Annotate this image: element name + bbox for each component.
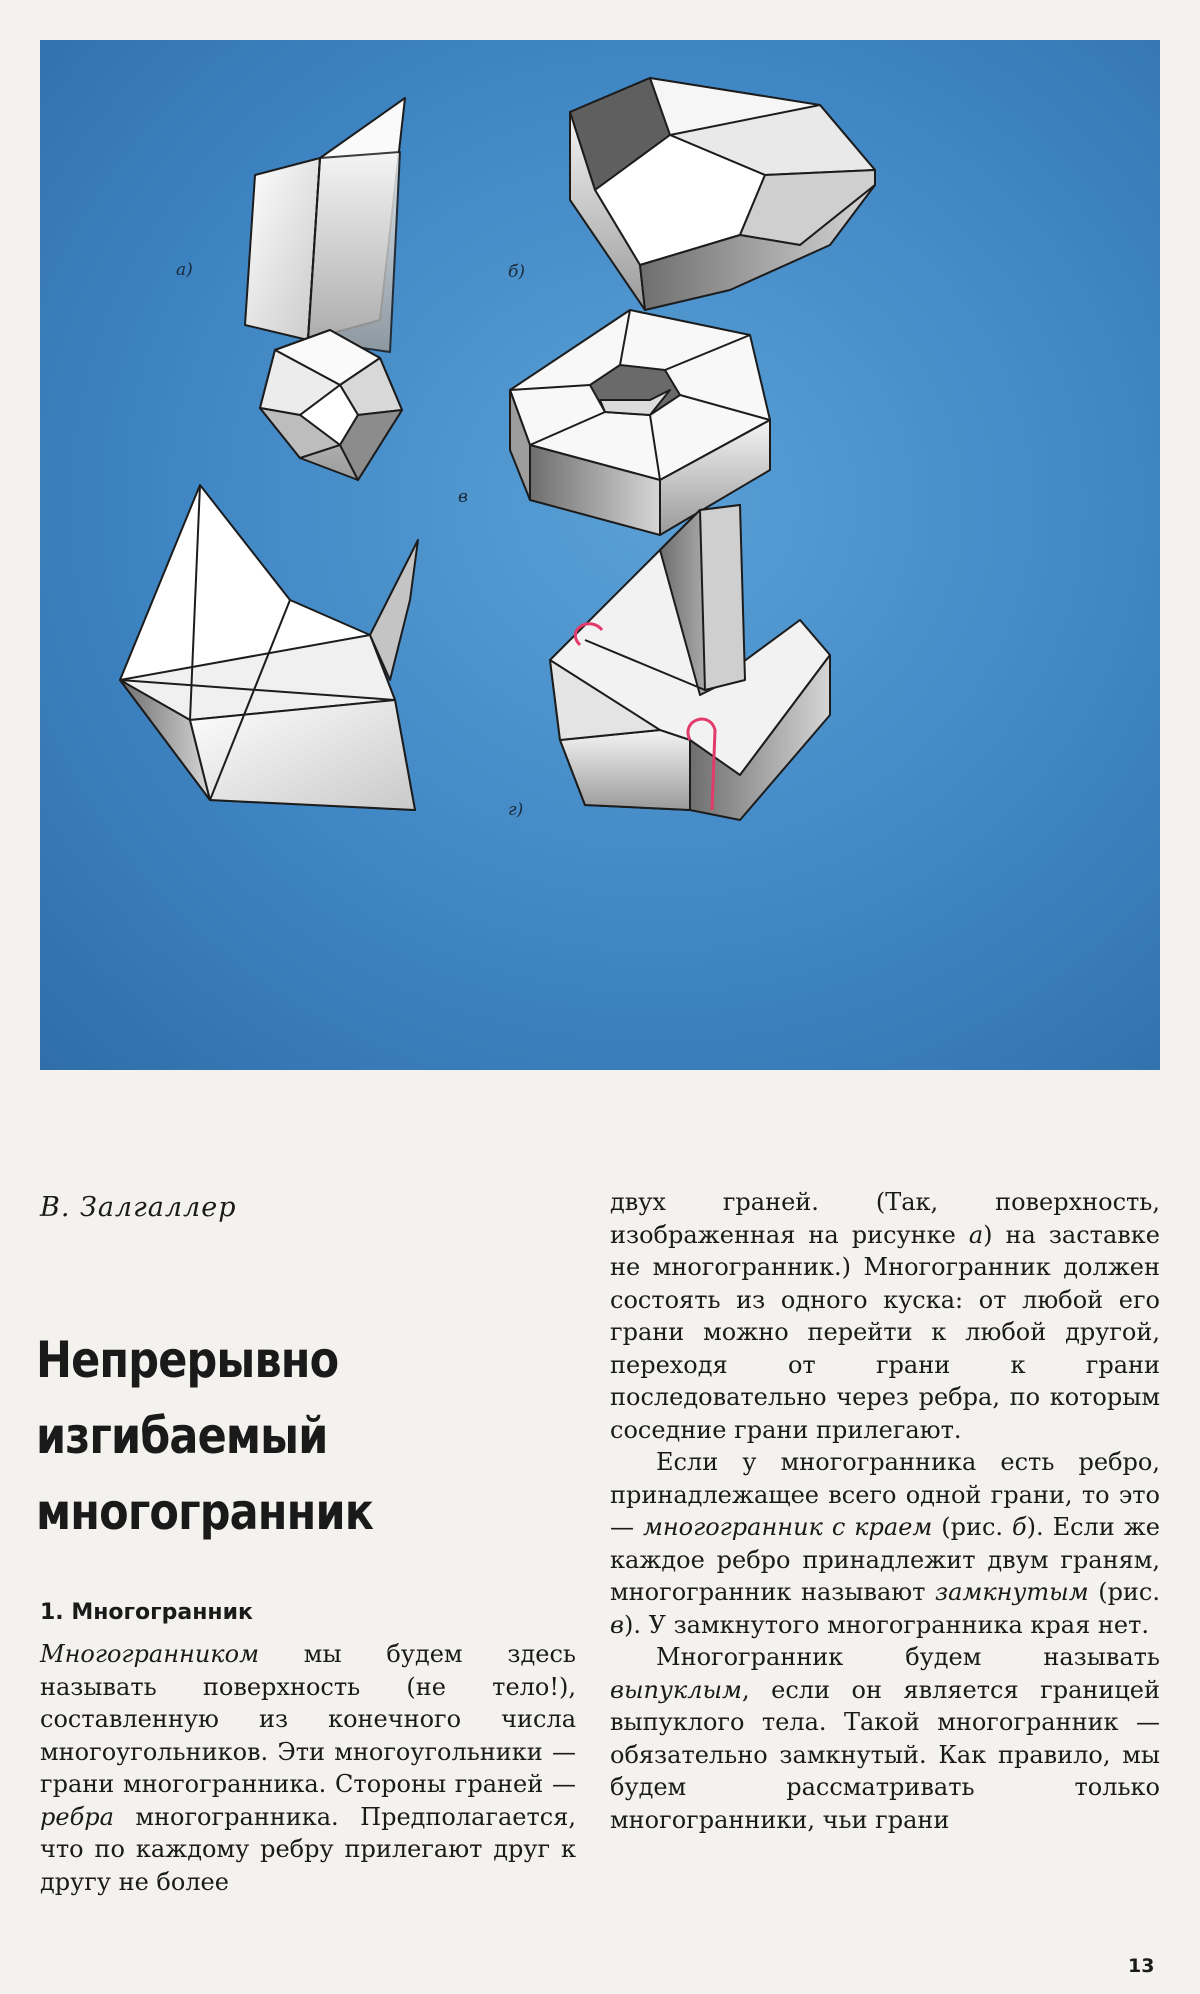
term: выпуклым [610, 1675, 742, 1704]
figure-c-hexagonal-ring [510, 310, 770, 535]
right-column [610, 1186, 1160, 1836]
title-line: многогранник [36, 1483, 374, 1541]
page-number: 13 [1128, 1955, 1155, 1977]
text-run: мы будем здесь называть поверхность (не тело!), составленную из конечного числа многоугольников. Эти многоугольники — грани многогранника. Стороны граней — [40, 1640, 576, 1798]
author-name: В. Залгаллер [40, 1192, 237, 1223]
title-line: изгибаемый [36, 1407, 328, 1465]
text-run: многогранника. Предполагается, что по каждому ребру прилегают друг к другу не более [40, 1802, 576, 1896]
text-run: (рис. [932, 1513, 1012, 1541]
text-run: ) на заставке не многогранник.) Многогранник должен состоять из одного куска: от любой его грани можно перейти к любой другой, переходя от грани к грани последовательно через ребра, по которым соседние грани прилегают. [610, 1220, 1160, 1444]
term: замкнутым [935, 1578, 1089, 1606]
figure-label-g: г) [508, 800, 524, 820]
paragraph [610, 1446, 1160, 1641]
polyhedra-illustration [40, 40, 1160, 1070]
paragraph [610, 1186, 1160, 1446]
section-heading: 1. Многогранник [40, 1600, 253, 1625]
paragraph [40, 1638, 576, 1898]
figure-label-a: а) [176, 260, 193, 280]
term: многогранник с краем [642, 1513, 933, 1541]
article-title [36, 1322, 373, 1550]
figure-a-folded-surface [245, 98, 405, 352]
text-run: ). Если же каждое ребро принадлежит двум граням, многогранник называют [610, 1513, 1160, 1606]
polyhedra-figure [40, 40, 1160, 1070]
left-column [40, 1638, 576, 1898]
text-run: ). У замкнутого многогранника края нет. [623, 1610, 1149, 1639]
figure-ref: в [610, 1610, 624, 1639]
figure-b-polyhedron-with-edge [570, 78, 875, 310]
text-run: (рис. [1088, 1578, 1160, 1606]
figure-d-folded-polyhedron [550, 505, 830, 820]
text-run: Многогранник будем называть [656, 1643, 1160, 1671]
text-run: двух граней. (Так, поверхность, изображенная на рисунке [610, 1188, 1160, 1249]
figure-label-v: в [458, 487, 468, 507]
paragraph [610, 1641, 1160, 1836]
figure-ref: а [968, 1220, 984, 1249]
figure-label-b: б) [508, 262, 526, 282]
text-run: Если у многогранника есть ребро, принадлежащее всего одной грани, то это — [610, 1448, 1160, 1541]
term: ребра [40, 1802, 114, 1831]
figure-c-small-closed-polyhedron [260, 330, 402, 480]
text-run: , если он является границей выпуклого тела. Такой многогранник — обязательно замкнутый. Как правило, мы будем рассматривать только многогранники, чьи грани [610, 1675, 1160, 1834]
figure-ref: б [1011, 1513, 1027, 1541]
title-line: Непрерывно [36, 1331, 339, 1389]
figure-d-large-pyramid [120, 485, 418, 810]
term: Многогранником [40, 1640, 259, 1668]
